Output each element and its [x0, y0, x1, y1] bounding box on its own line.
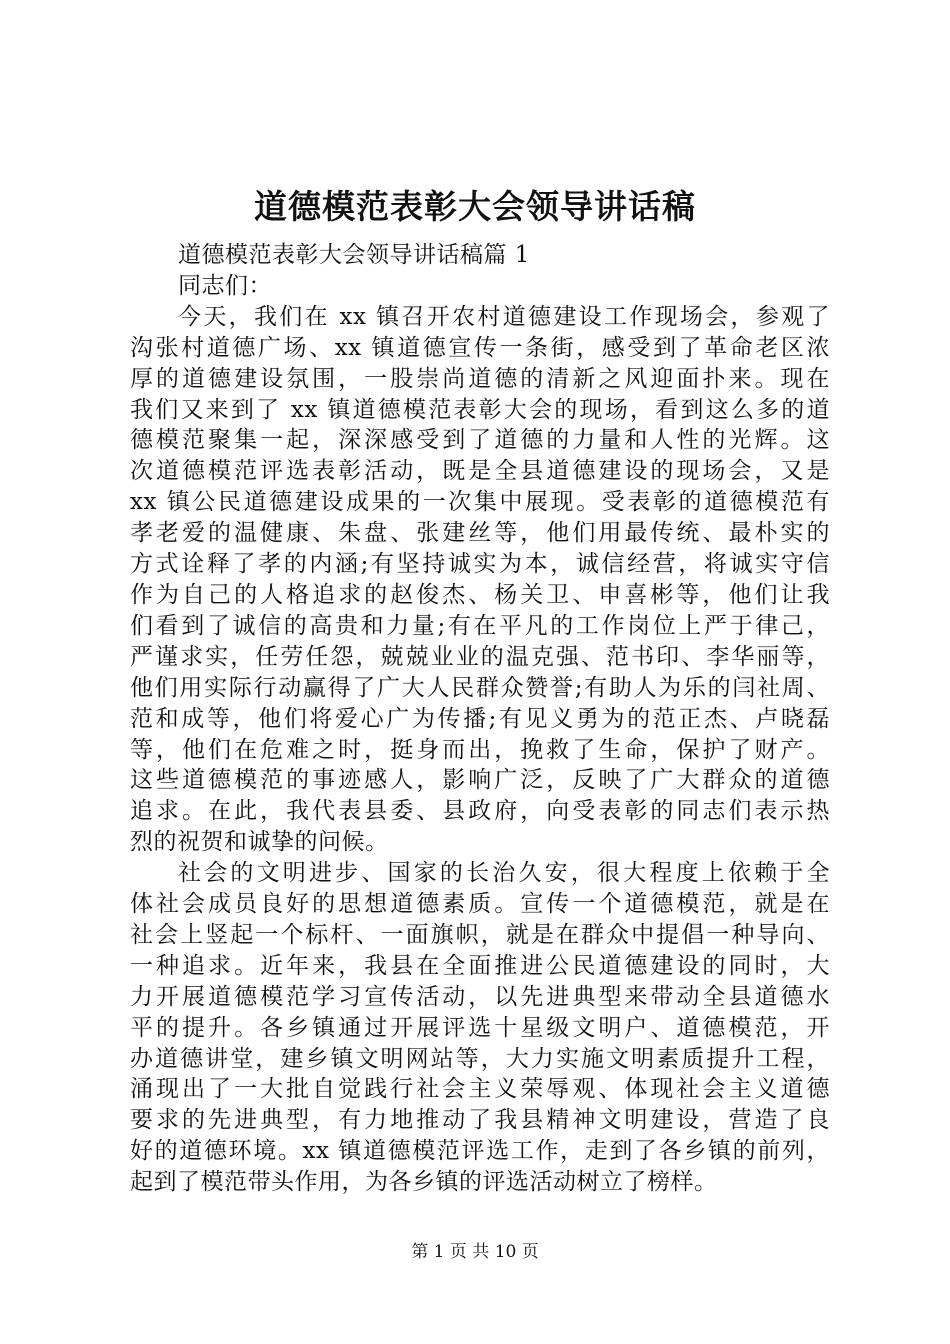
text-line: 起到了模范带头作用，为各乡镇的评选活动树立了榜样。 — [130, 1169, 718, 1196]
document-body — [130, 240, 830, 1198]
text-line: 等，他们在危难之时，挺身而出，挽救了生命，保护了财产。 — [130, 736, 830, 763]
text-line: 社会的文明进步、国家的长治久安，很大程度上依赖于全 — [178, 860, 830, 887]
document-title: 道德模范表彰大会领导讲话稿 — [254, 187, 696, 226]
page-footer: 第 1 页 共 10 页 — [411, 1242, 539, 1262]
text-line: xx 镇公民道德建设成果的一次集中展现。受表彰的道德模范有 — [130, 489, 830, 516]
text-line: 范和成等，他们将爱心广为传播;有见义勇为的范正杰、卢晓磊 — [130, 705, 830, 732]
text-line: 今天，我们在 xx 镇召开农村道德建设工作现场会，参观了 — [178, 303, 830, 330]
text-line: 这些道德模范的事迹感人，影响广泛，反映了广大群众的道德 — [130, 767, 830, 794]
text-line: 孝老爱的温健康、朱盘、张建丝等，他们用最传统、最朴实的 — [130, 520, 830, 547]
text-line: 要求的先进典型，有力地推动了我县精神文明建设，营造了良 — [130, 1107, 830, 1134]
text-line: 平的提升。各乡镇通过开展评选十星级文明户、道德模范，开 — [130, 1014, 830, 1041]
text-line: 方式诠释了孝的内涵;有坚持诚实为本，诚信经营，将诚实守信 — [130, 551, 830, 578]
text-line: 厚的道德建设氛围，一股崇尚道德的清新之风迎面扑来。现在 — [130, 365, 830, 392]
text-line: 德模范聚集一起，深深感受到了道德的力量和人性的光辉。这 — [130, 427, 830, 454]
text-line: 力开展道德模范学习宣传活动，以先进典型来带动全县道德水 — [130, 983, 830, 1010]
text-line: 追求。在此，我代表县委、县政府，向受表彰的同志们表示热 — [130, 798, 830, 825]
text-line: 道德模范表彰大会领导讲话稿篇 1 — [178, 242, 530, 268]
text-line: 次道德模范评选表彰活动，既是全县道德建设的现场会，又是 — [130, 458, 830, 485]
text-line: 作为自己的人格追求的赵俊杰、杨关卫、申喜彬等，他们让我 — [130, 581, 830, 608]
text-line: 我们又来到了 xx 镇道德模范表彰大会的现场，看到这么多的道 — [130, 396, 830, 423]
text-line: 同志们： — [178, 272, 272, 299]
text-line: 办道德讲堂，建乡镇文明网站等，大力实施文明素质提升工程， — [130, 1045, 830, 1072]
text-line: 烈的祝贺和诚挚的问候。 — [130, 829, 389, 856]
text-line: 他们用实际行动赢得了广大人民群众赞誉;有助人为乐的闫社周、 — [130, 674, 830, 701]
text-line: 社会上竖起一个标杆、一面旗帜，就是在群众中提倡一种导向、 — [130, 921, 830, 948]
text-line: 体社会成员良好的思想道德素质。宣传一个道德模范，就是在 — [130, 891, 830, 918]
text-line: 们看到了诚信的高贵和力量;有在平凡的工作岗位上严于律己， — [130, 612, 830, 639]
text-line: 好的道德环境。xx 镇道德模范评选工作，走到了各乡镇的前列， — [130, 1138, 830, 1165]
text-line: 沟张村道德广场、xx 镇道德宣传一条街，感受到了革命老区浓 — [130, 334, 830, 361]
text-line: 涌现出了一大批自觉践行社会主义荣辱观、体现社会主义道德 — [130, 1076, 830, 1103]
text-line: 一种追求。近年来，我县在全面推进公民道德建设的同时，大 — [130, 952, 830, 979]
text-line: 严谨求实，任劳任怨，兢兢业业的温克强、范书印、李华丽等， — [130, 643, 830, 670]
